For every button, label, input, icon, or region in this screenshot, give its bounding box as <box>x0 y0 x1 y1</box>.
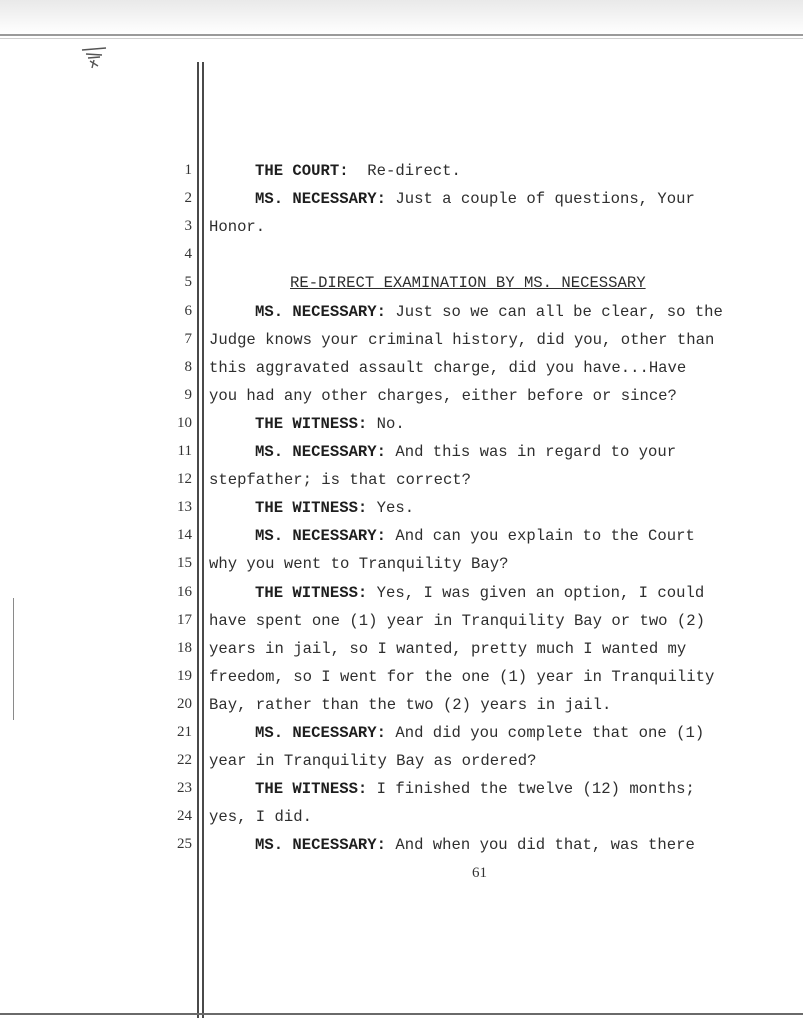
transcript-line <box>0 666 803 694</box>
spoken-text: I finished the twelve (12) months; <box>367 780 695 799</box>
line-text <box>255 162 803 180</box>
transcript-line <box>0 694 803 722</box>
spoken-text: stepfather; is that correct? <box>209 471 472 490</box>
line-text <box>209 331 799 349</box>
line-number: 8 <box>184 358 192 375</box>
scan-top-rule-secondary <box>0 38 803 39</box>
spoken-text: you had any other charges, either before or since? <box>209 386 677 405</box>
transcript-line <box>0 834 803 862</box>
line-number: 21 <box>177 724 192 740</box>
spoken-text: Judge knows your criminal history, did you, other than <box>209 330 715 349</box>
spoken-text: freedom, so I went for the one (1) year in Tranquility <box>209 667 715 686</box>
line-number: 1 <box>184 162 192 178</box>
line-number: 14 <box>177 527 192 544</box>
line-text <box>255 303 803 321</box>
line-text <box>255 499 803 517</box>
transcript-line <box>0 413 803 441</box>
speaker-label: MS. NECESSARY: <box>255 302 387 321</box>
transcript-line <box>0 610 803 638</box>
line-text <box>209 218 799 236</box>
line-number: 3 <box>184 218 192 235</box>
line-text <box>255 443 803 461</box>
section-heading: RE-DIRECT EXAMINATION BY MS. NECESSARY <box>290 274 646 293</box>
line-text <box>255 190 803 208</box>
spoken-text: Just so we can all be clear, so the <box>386 302 723 321</box>
transcript-line <box>0 385 803 413</box>
line-number: 25 <box>177 836 192 853</box>
spoken-text: why you went to Tranquility Bay? <box>209 555 509 574</box>
spoken-text: And this was in regard to your <box>386 443 677 461</box>
line-text <box>209 752 799 770</box>
line-text <box>255 780 803 798</box>
spoken-text: And when you did that, was there <box>386 836 695 855</box>
line-text <box>209 359 799 377</box>
scan-top-rule <box>0 34 803 36</box>
line-text <box>209 640 799 658</box>
line-number: 11 <box>177 443 192 459</box>
speaker-label: THE WITNESS: <box>255 499 368 518</box>
spoken-text: yes, I did. <box>209 808 312 827</box>
speaker-label: MS. NECESSARY: <box>255 527 387 546</box>
line-text <box>255 836 803 854</box>
spoken-text: Re-direct. <box>348 162 461 180</box>
transcript-line <box>0 722 803 750</box>
transcript-line <box>0 497 803 525</box>
line-number: 19 <box>177 667 192 684</box>
line-number: 23 <box>177 780 192 797</box>
spoken-text: Yes. <box>367 499 415 518</box>
transcript-line <box>0 778 803 806</box>
speaker-label: MS. NECESSARY: <box>255 836 387 855</box>
line-number: 17 <box>177 611 192 628</box>
transcript-line <box>0 216 803 244</box>
spoken-text: Just a couple of questions, Your <box>386 190 695 209</box>
line-number: 18 <box>177 639 192 656</box>
line-text <box>209 808 799 826</box>
transcript-line <box>0 244 803 272</box>
spoken-text: have spent one (1) year in Tranquility Bay or two (2) <box>209 611 705 630</box>
transcript-line <box>0 553 803 581</box>
line-number: 20 <box>177 695 192 712</box>
line-text <box>209 555 799 573</box>
line-number: 9 <box>184 386 192 403</box>
scan-header-noise <box>0 0 803 34</box>
speaker-label: THE COURT: <box>255 162 349 180</box>
line-text <box>255 584 803 602</box>
line-text <box>209 696 799 714</box>
speaker-label: MS. NECESSARY: <box>255 724 387 742</box>
transcript-line <box>0 301 803 329</box>
transcript-line <box>0 441 803 469</box>
transcript-line <box>0 188 803 216</box>
corner-stamp-mark <box>80 46 108 70</box>
transcript-line <box>0 582 803 610</box>
spoken-text: And did you complete that one (1) <box>386 724 705 742</box>
transcript-line <box>0 638 803 666</box>
transcript-line <box>0 525 803 553</box>
spoken-text: Honor. <box>209 218 266 237</box>
transcript-line <box>0 160 803 188</box>
transcript-line <box>0 469 803 497</box>
transcript-line <box>0 357 803 385</box>
line-number: 15 <box>177 555 192 572</box>
speaker-label: MS. NECESSARY: <box>255 443 387 461</box>
spoken-text: this aggravated assault charge, did you have...Have <box>209 358 687 377</box>
line-number: 7 <box>184 330 192 347</box>
transcript-line <box>0 750 803 778</box>
page-bottom-rule <box>0 1013 803 1015</box>
line-text <box>209 471 799 489</box>
line-number: 12 <box>177 471 192 488</box>
line-number: 24 <box>177 808 192 825</box>
line-number: 4 <box>184 246 192 263</box>
transcript-line <box>0 329 803 357</box>
transcript-line <box>0 806 803 834</box>
line-number: 10 <box>177 414 192 431</box>
line-number: 6 <box>184 302 192 319</box>
spoken-text: No. <box>367 414 405 433</box>
spoken-text: Bay, rather than the two (2) years in jail. <box>209 695 612 714</box>
page-number: 61 <box>472 865 487 881</box>
line-text <box>209 668 799 686</box>
transcript-line <box>0 272 803 300</box>
speaker-label: THE WITNESS: <box>255 780 368 799</box>
line-number: 2 <box>184 190 192 207</box>
line-text <box>255 527 803 545</box>
speaker-label: MS. NECESSARY: <box>255 190 387 209</box>
line-number: 13 <box>177 499 192 516</box>
speaker-label: THE WITNESS: <box>255 414 368 433</box>
spoken-text: years in jail, so I wanted, pretty much I wanted my <box>209 639 687 658</box>
spoken-text: Yes, I was given an option, I could <box>367 583 705 602</box>
line-text <box>255 415 803 433</box>
line-number: 5 <box>184 274 192 291</box>
line-text <box>255 724 803 742</box>
line-number: 22 <box>177 752 192 769</box>
line-text <box>209 387 799 405</box>
speaker-label: THE WITNESS: <box>255 583 368 602</box>
spoken-text: And can you explain to the Court <box>386 527 695 546</box>
line-text <box>209 612 799 630</box>
line-number: 16 <box>177 583 192 600</box>
spoken-text: year in Tranquility Bay as ordered? <box>209 752 537 771</box>
